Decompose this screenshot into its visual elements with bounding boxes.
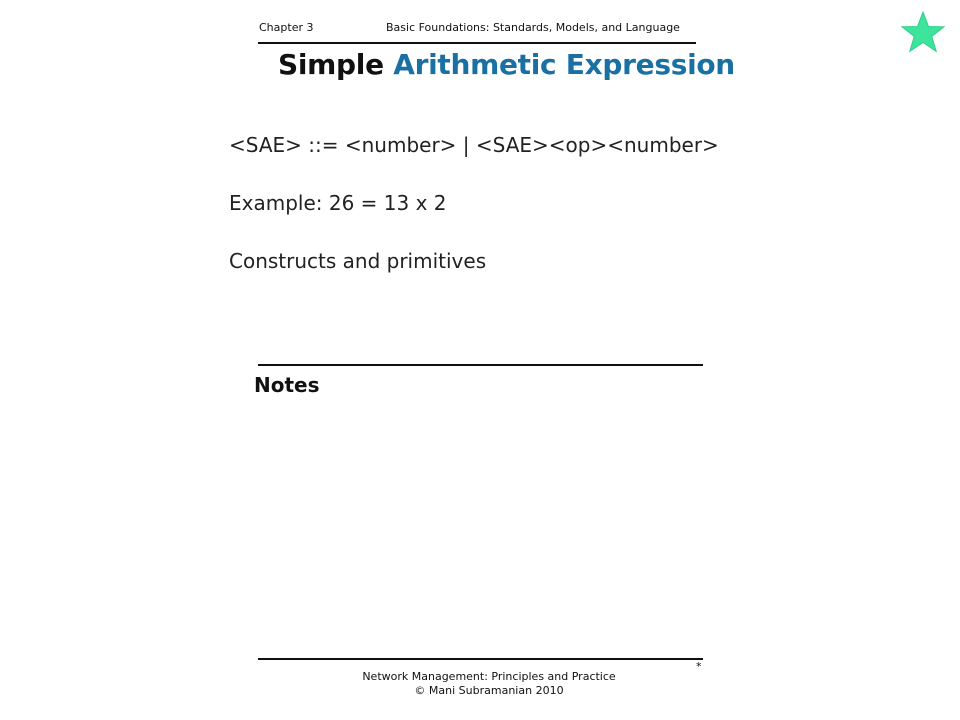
slide-title-accent: Arithmetic Expression <box>393 48 735 81</box>
notes-label: Notes <box>254 373 320 397</box>
slide-title <box>278 48 735 81</box>
header-divider <box>258 42 696 44</box>
star-icon <box>900 10 946 54</box>
chapter-label: Chapter 3 <box>259 21 314 34</box>
example-line: Example: 26 = 13 x 2 <box>229 191 447 215</box>
sae-grammar-rule: <SAE> ::= <number> | <SAE><op><number> <box>229 133 719 157</box>
star-shape <box>902 12 944 51</box>
slide-title-plain: Simple <box>278 48 394 81</box>
header-title: Basic Foundations: Standards, Models, and Language <box>386 21 680 34</box>
footer-copyright: © Mani Subramanian 2010 <box>414 684 564 697</box>
footer-divider <box>258 658 703 660</box>
footer <box>358 670 620 698</box>
page-mark: * <box>696 660 702 673</box>
footer-book-title: Network Management: Principles and Practice <box>362 670 616 683</box>
constructs-line: Constructs and primitives <box>229 249 487 273</box>
notes-divider <box>258 364 703 366</box>
